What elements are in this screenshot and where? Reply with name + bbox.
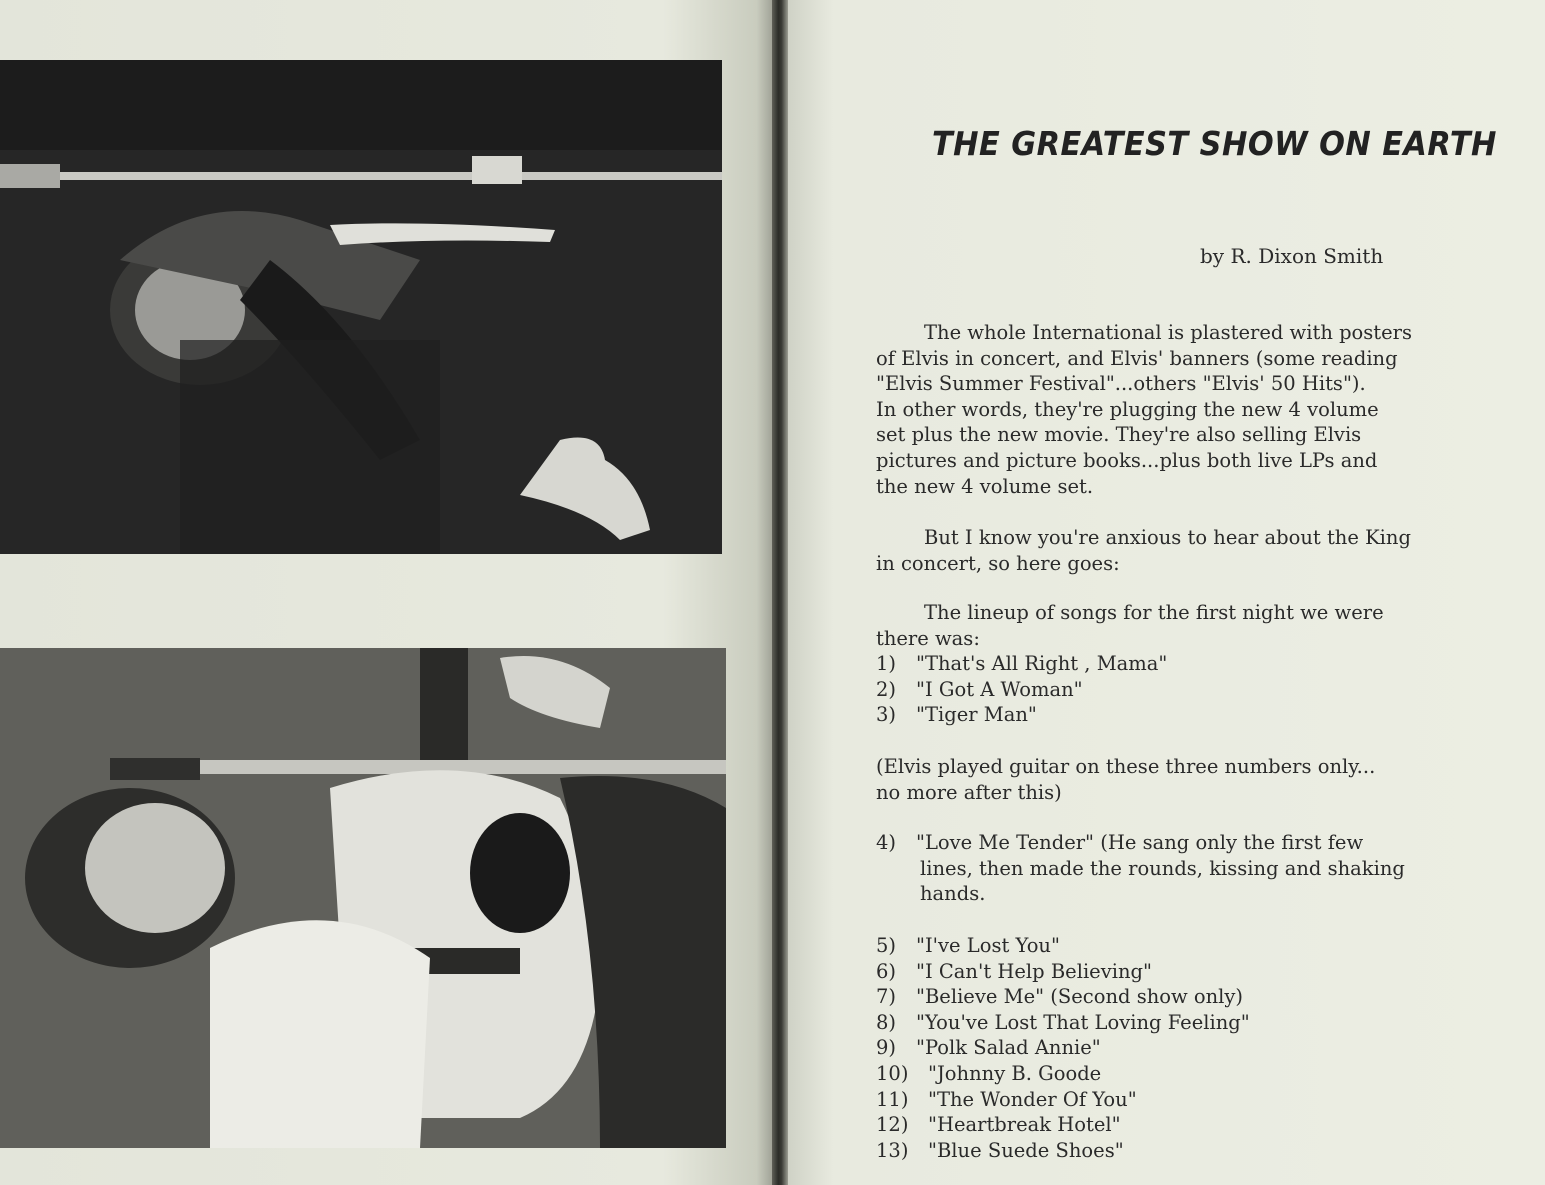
song-number: 8) [876,1010,897,1034]
song-title: "Believe Me" (Second show only) [916,985,1244,1009]
text-line: of Elvis in concert, and Elvis' banners (some reading [876,346,1398,370]
text-line: "Elvis Summer Festival"...others "Elvis' 50 Hits"). [876,372,1366,396]
concert-photo-top [0,60,722,554]
song-title: "Tiger Man" [916,703,1037,727]
text-line: the new 4 volume set. [876,474,1094,498]
song-item [876,677,1544,703]
song-item [876,702,1544,728]
song-number: 3) [876,703,897,727]
text-line: set plus the new movie. They're also selling Elvis [876,423,1362,447]
song-item [876,1138,1544,1164]
song-item [876,1010,1544,1036]
song-title: "That's All Right , Mama" [916,652,1168,676]
song-item [876,830,1544,856]
text-line: there was: [876,626,980,650]
song-title: "Johnny B. Goode [928,1061,1102,1085]
song-title: "Blue Suede Shoes" [928,1138,1124,1162]
song-title: "Polk Salad Annie" [916,1036,1101,1060]
song-number: 4) [876,831,897,854]
article-title: THE GREATEST SHOW ON EARTH [932,124,1497,163]
text-line: The lineup of songs for the first night we were [924,601,1384,624]
song-item [876,651,1544,677]
song-number: 9) [876,1036,897,1060]
song-number: 5) [876,934,897,957]
song-title: "Love Me Tender" (He sang only the first few [916,831,1364,854]
text-line: In other words, they're plugging the new 4 volume [876,397,1379,421]
song-number: 7) [876,985,897,1009]
song-item [876,1035,1544,1061]
book-gutter [772,0,788,1185]
song-title: "I've Lost You" [916,934,1060,957]
song-item [876,1087,1544,1113]
song-number: 6) [876,959,897,983]
text-line: no more after this) [876,780,1062,804]
song-title: "I Can't Help Believing" [916,959,1152,983]
text-line: pictures and picture books...plus both live LPs and [876,448,1378,472]
song-number: 13) [876,1138,909,1162]
text-line: But I know you're anxious to hear about the King [924,526,1411,549]
concert-photo-bottom [0,648,726,1148]
song-number: 11) [876,1087,909,1111]
guitar-note [876,754,1544,805]
text-line: lines, then made the rounds, kissing and shaking [920,856,1405,880]
song-number: 1) [876,652,897,676]
text-line: in concert, so here goes: [876,551,1120,575]
song-number: 2) [876,677,897,701]
song-title: "The Wonder Of You" [928,1087,1137,1111]
song-title: "I Got A Woman" [916,677,1083,701]
text-line: hands. [920,882,986,906]
lineup-paragraph [876,600,1544,728]
intro-paragraph [876,320,1544,499]
song-list-first [876,651,1544,728]
song-four-entry [876,830,1544,907]
song-number: 10) [876,1061,909,1085]
song-title: "You've Lost That Loving Feeling" [916,1010,1250,1034]
song-item [876,933,1544,959]
text-line: The whole International is plastered with posters [924,321,1413,344]
concert-intro-paragraph [876,525,1544,576]
song-item [876,959,1544,985]
text-line: (Elvis played guitar on these three numbers only... [876,755,1376,778]
song-number: 12) [876,1113,909,1137]
song-title: "Heartbreak Hotel" [928,1113,1121,1137]
song-item [876,984,1544,1010]
song-item [876,1112,1544,1138]
song-item [876,1061,1544,1087]
article-byline: by R. Dixon Smith [1200,244,1384,268]
song-list-rest [876,933,1544,1163]
